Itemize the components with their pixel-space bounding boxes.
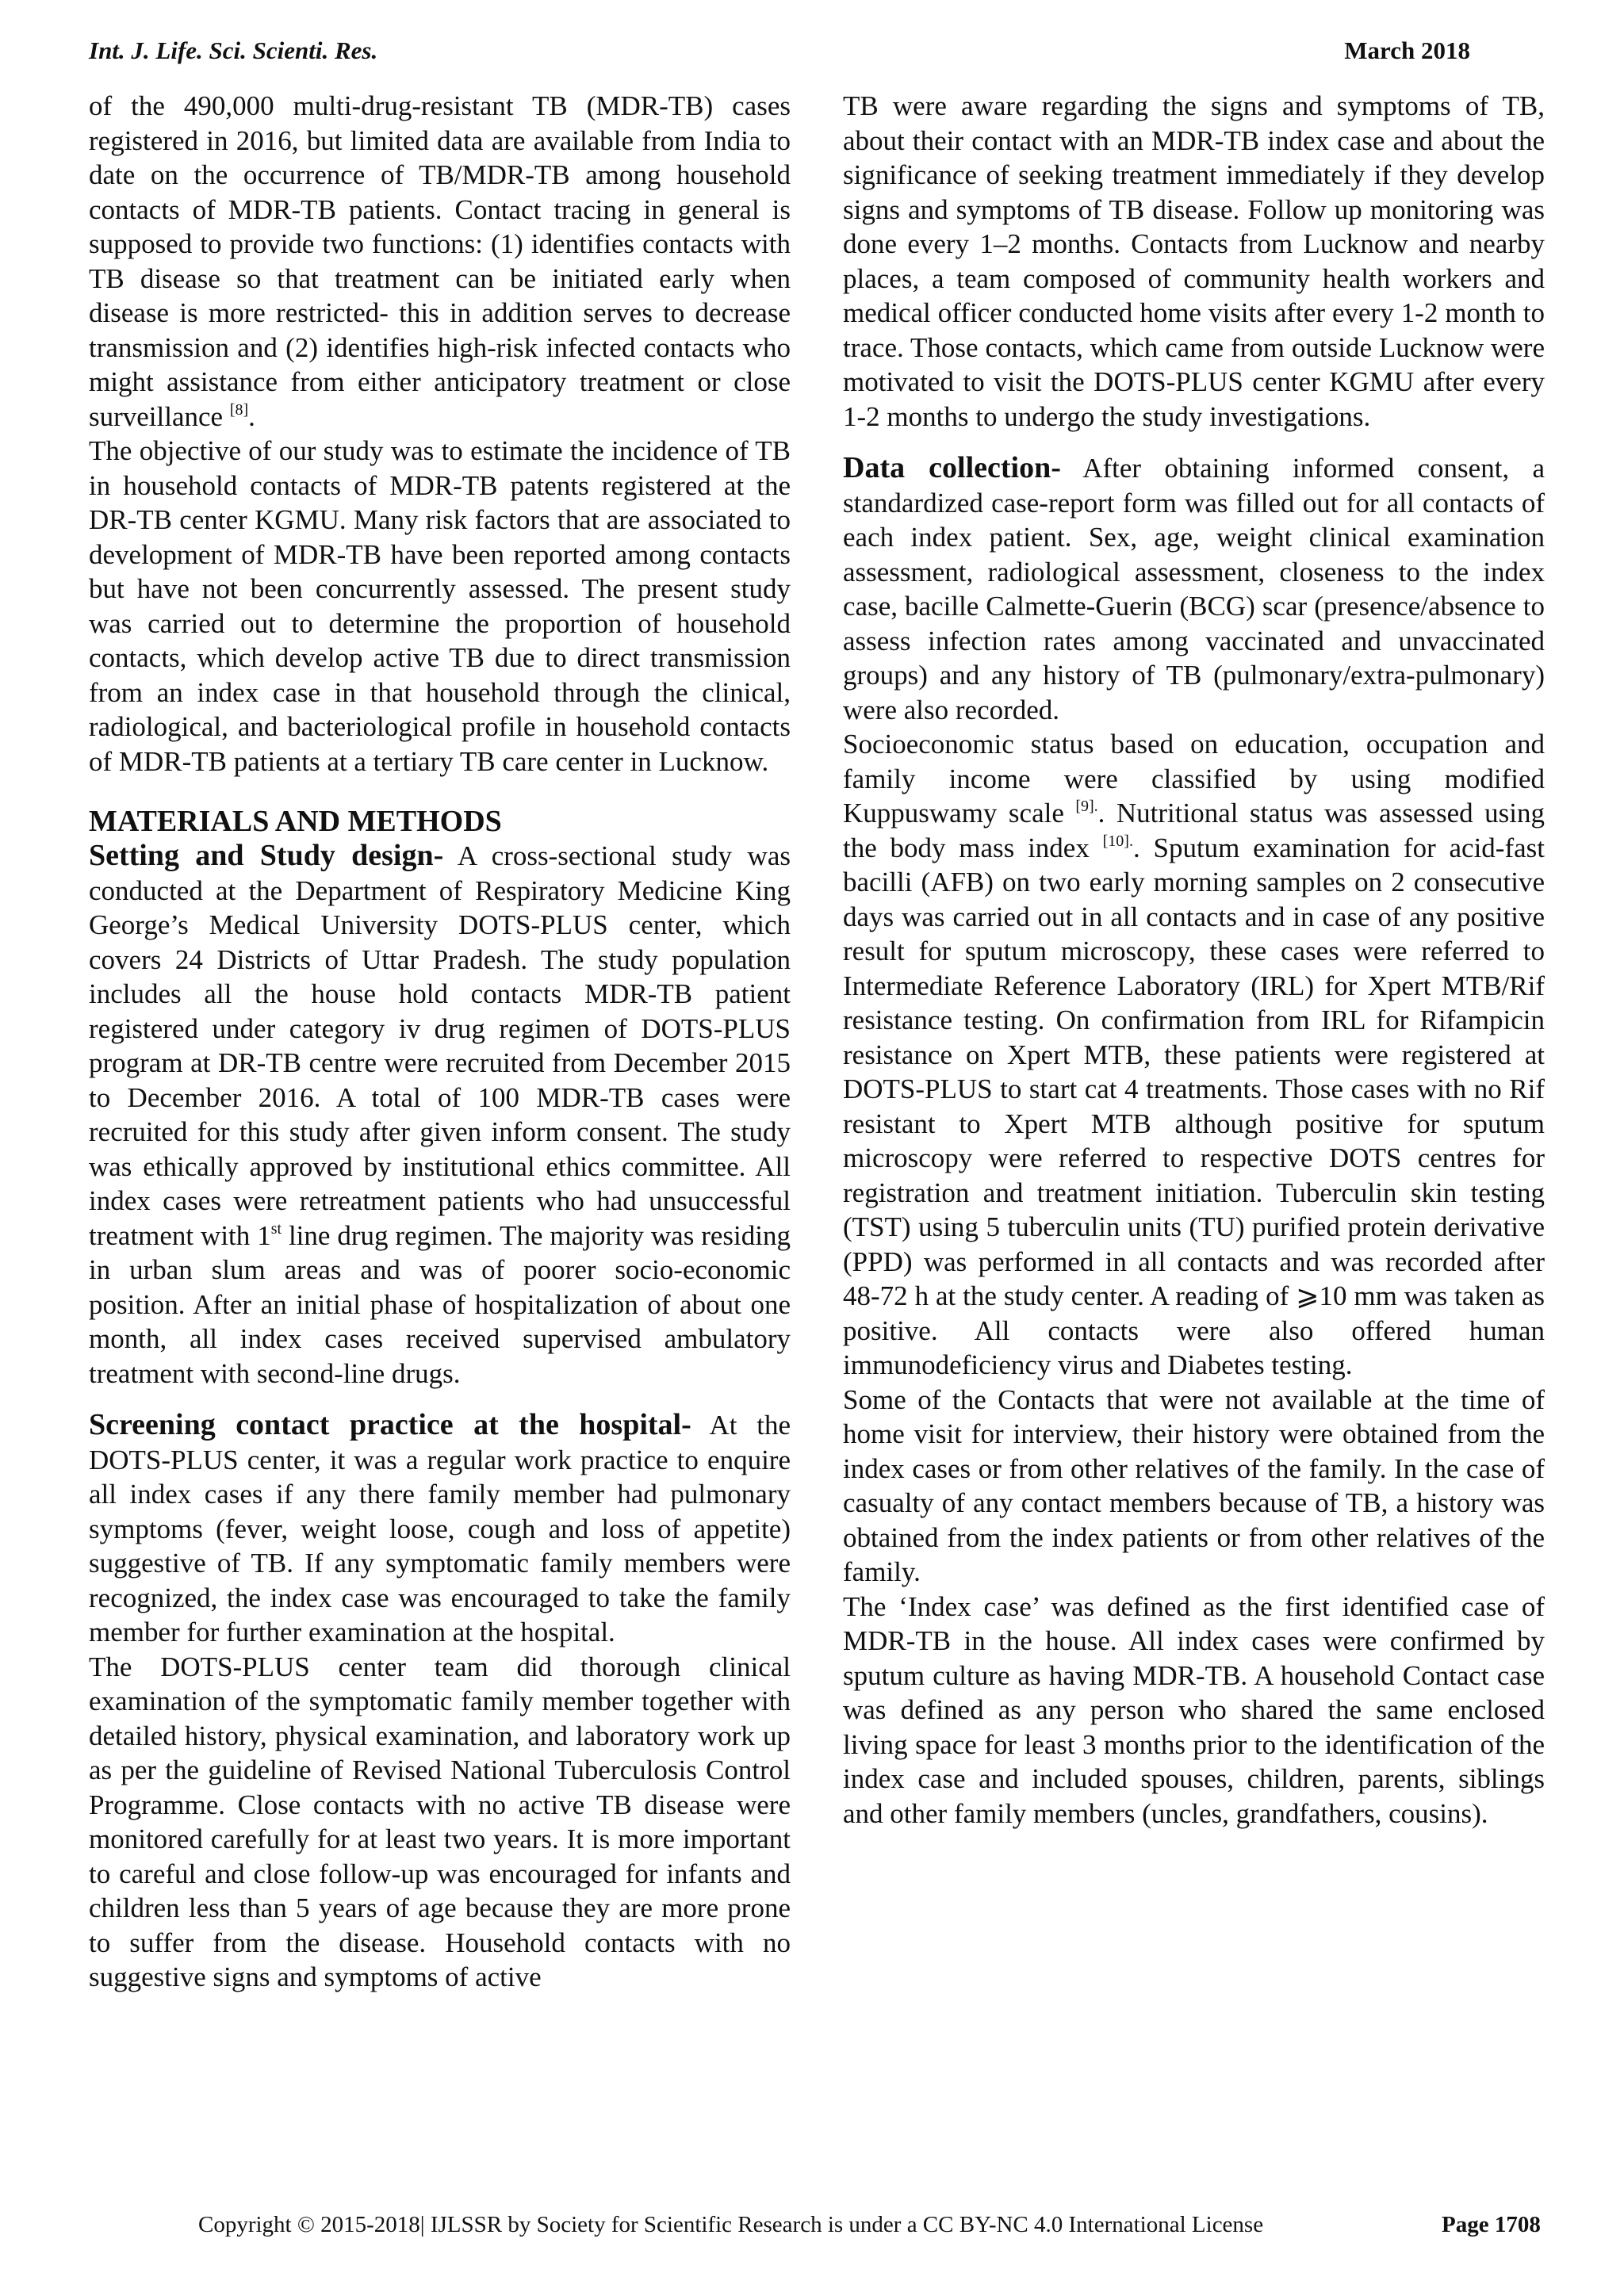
paragraph-setting: Setting and Study design- A cross-sectional study was conducted at the Department of Respiratory Medicine King George’s Medical University DOTS-PLUS center, which covers 24 Districts of Uttar Pradesh. The study population includes all the house hold contacts MDR-TB patient registered under category iv drug regimen of DOTS-PLUS program at DR-TB centre were recruited from December 2015 to December 2016. A total of 100 MDR-TB cases were recruited for this study after given inform consent. The study was ethically approved by institutional ethics committee. All index cases were retreatment patients who had unsuccessful treatment with 1st line drug regimen. The majority was residing in urban slum areas and was of poorer socio-economic position. After an initial phase of hospitalization of about one month, all index cases received supervised ambulatory treatment with second-line drugs. — [89, 839, 791, 1389]
paragraph-data-collection: Data collection- After obtaining informed consent, a standardized case-report form was filled out for all contacts of each index patient. Sex, age, weight clinical examination assessment, radiological assessment, closeness to the index case, bacille Calmette-Guerin (BCG) scar (presence/absence to assess infection rates among vaccinated and unvaccinated groups) and any history of TB (pulmonary/extra-pulmonary) were also recorded. — [843, 451, 1545, 725]
citation-9: [9]. — [1075, 798, 1098, 815]
subheading-setting: Setting and Study design- — [89, 839, 444, 872]
paragraph-index-case: The ‘Index case’ was defined as the first identified case of MDR-TB in the house. All index cases were confirmed by sputum culture as having MDR-TB. A household Contact case was defined as any person who shared the same enclosed living space for least 3 months prior to the identification of the index case and included spouses, children, parents, siblings and other family members (uncles, grandfathers, cousins). — [843, 1590, 1545, 1829]
subheading-screening: Screening contact practice at the hospital- — [89, 1408, 691, 1441]
issue-date: March 2018 — [1344, 36, 1470, 64]
citation-10: [10]. — [1102, 832, 1133, 850]
paragraph-followup: TB were aware regarding the signs and symptoms of TB, about their contact with an MDR-TB index case and about the significance of seeking treatment immediately if they develop signs and symptoms of TB disease. Follow up monitoring was done every 1–2 months. Contacts from Lucknow and nearby places, a team composed of community health workers and medical officer conducted home visits after every 1-2 month to trace. Those contacts, which came from outside Lucknow were motivated to visit the DOTS-PLUS center KGMU after every 1-2 months to undergo the study investigations. — [843, 90, 1545, 432]
paragraph-socioeconomic: Socioeconomic status based on education, occupation and family income were classified by using modified Kuppuswamy scale $^{[9].}$. Nutritional status was assessed using the body mass index $^{[10].}$. Sputum examination for acid-fast bacilli (AFB) on two early morning samples on 2 consecutive days was carried out in all contacts and in case of any positive result for sputum microscopy, these cases were referred to Intermediate Reference Laboratory (IRL) for Xpert MTB/Rif resistance testing. On confirmation from IRL for Rifampicin resistance on Xpert MTB, these patients were registered at DOTS-PLUS to start cat 4 treatments. Those cases with no Rif resistant to Xpert MTB although positive for sputum microscopy were referred to respective DOTS centres for registration and treatment initiation. Tuberculin skin testing (TST) using 5 tuberculin units (TU) purified protein derivative (PPD) was performed in all contacts and was recorded after 48-72 h at the study center. A reading of ⩾10 mm was taken as positive. All contacts were also offered human immunodeficiency virus and Diabetes testing. — [843, 729, 1545, 1380]
citation-8: [8] — [229, 400, 249, 419]
left-column — [89, 89, 791, 1995]
paragraph-team: The DOTS-PLUS center team did thorough clinical examination of the symptomatic family member together with detailed history, physical examination, and laboratory work up as per the guideline of Revised National Tuberculosis Control Programme. Close contacts with no active TB disease were monitored carefully for at least two years. It is more important to careful and close follow-up was encouraged for infants and children less than 5 years of age because they are more prone to suffer from the disease. Household contacts with no suggestive signs and symptoms of active — [89, 1651, 791, 1992]
right-column — [843, 89, 1545, 1831]
superscript-st: st — [270, 1219, 282, 1238]
subheading-data-collection: Data collection- — [843, 451, 1061, 484]
paragraph-missing-contacts: Some of the Contacts that were not available at the time of home visit for interview, their history were obtained from the index cases or from other relatives of the family. In the case of casualty of any contact members because of TB, a history was obtained from the index patients or from other relatives of the family. — [843, 1383, 1545, 1587]
paragraph-screening: Screening contact practice at the hospital- At the DOTS-PLUS center, it was a regular work practice to enquire all index cases if any there family member had pulmonary symptoms (fever, weight loose, cough and loss of appetite) suggestive of TB. If any symptomatic family members were recognized, the index case was encouraged to take the family member for further examination at the hospital. — [89, 1408, 791, 1647]
paragraph-objective: The objective of our study was to estimate the incidence of TB in household contacts of MDR-TB patents registered at the DR-TB center KGMU. Many risk factors that are associated to development of MDR-TB have been reported among contacts but have not been concurrently assessed. The present study was carried out to determine the proportion of household contacts, which develop active TB due to direct transmission from an index case in that household through the clinical, radiological, and bacteriological profile in household contacts of MDR-TB patients at a tertiary TB care center in Lucknow. — [89, 435, 791, 777]
section-heading: MATERIALS AND METHODS — [89, 805, 502, 838]
paragraph-contact-tracing: of the 490,000 multi-drug-resistant TB (MDR-TB) cases registered in 2016, but limited data are available from India to date on the occurrence of TB/MDR-TB among household contacts of MDR-TB patients. Contact tracing in general is supposed to provide two functions: (1) identifies contacts with TB disease so that treatment can be initiated early when disease is more restricted- this in addition serves to decrease transmission and (2) identifies high-risk infected contacts who might assistance from either anticipatory treatment or close surveillance [8]. — [89, 90, 791, 432]
page-number: Page 1708 — [1442, 2212, 1541, 2237]
copyright-notice: Copyright © 2015-2018| IJLSSR by Society for Scientific Research is under a CC BY-NC 4.0 International License — [198, 2212, 1264, 2237]
journal-name: Int. J. Life. Sci. Scienti. Res. — [89, 36, 378, 64]
